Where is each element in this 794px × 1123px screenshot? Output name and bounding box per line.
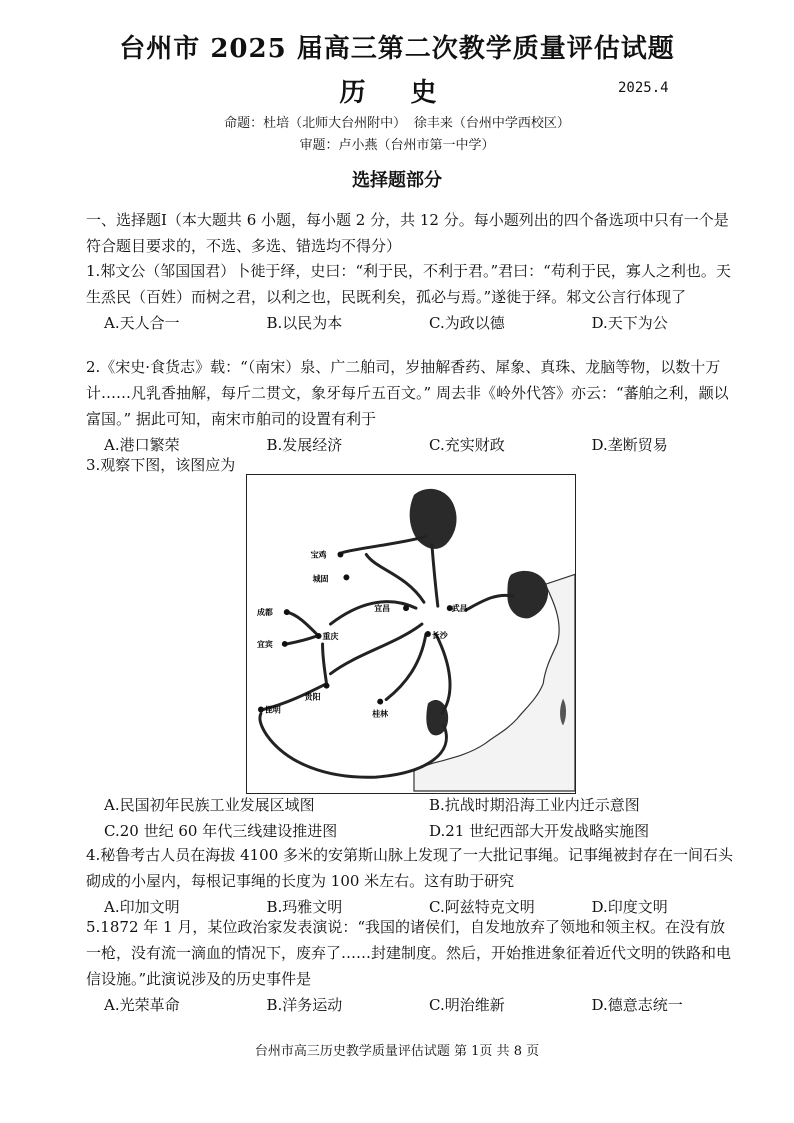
- route-north-down: [432, 545, 438, 607]
- route-changsha-guiyang: [331, 624, 422, 674]
- option-b: B.以民为本: [266, 314, 343, 332]
- route-chongqing-guiyang: [323, 644, 327, 684]
- city-chengdu: 成都: [256, 608, 273, 618]
- options-grid: [86, 792, 736, 844]
- city-dot: [425, 631, 431, 637]
- route-baoji-chenggu: [366, 555, 424, 603]
- question-5: [86, 914, 736, 1018]
- option-d: D.印度文明: [591, 898, 668, 916]
- exam-title: 台州市 2025 届高三第二次教学质量评估试题: [119, 34, 675, 64]
- option-a: A.印加文明: [104, 898, 180, 916]
- option-a: A.港口繁荣: [104, 436, 180, 454]
- city-dot: [258, 707, 264, 713]
- question-stem: 4.秘鲁考古人员在海拔 4100 多米的安第斯山脉上发现了一大批记事绳。记事绳被封存在一间石头砌成的小屋内，每根记事绳的长度为 100 米左右。这有助于研究: [86, 846, 734, 890]
- city-dots: [258, 552, 453, 713]
- route-east: [466, 595, 514, 610]
- question-stem: 1.邾文公（邹国国君）卜徙于绎，史曰：“利于民，不利于君。”君曰：“苟利于民，寡人之利也。天生烝民（百姓）而树之君，以利之也，民既利矣，孤必与焉。”遂徙于绎。邾文公言行体现了: [86, 262, 731, 306]
- question-stem: 3.观察下图，该图应为: [86, 456, 236, 474]
- route-yibin: [287, 636, 317, 644]
- option-d: D.21 世纪西部大开发战略实施图: [429, 822, 650, 840]
- question-3-options: [86, 792, 736, 844]
- question-1: [86, 258, 736, 336]
- option-a: A.天人合一: [104, 314, 180, 332]
- city-dot: [377, 699, 383, 705]
- option-a: A.民国初年民族工业发展区域图: [104, 796, 315, 814]
- city-wuchang: 武昌: [451, 604, 468, 614]
- exam-date: 2025.4: [618, 80, 669, 96]
- city-chenggu: 城固: [312, 574, 329, 584]
- route-south-loop: [260, 714, 447, 778]
- page-footer: 台州市高三历史教学质量评估试题 第 1页 共 8 页: [254, 1044, 540, 1059]
- question-4: [86, 842, 736, 920]
- question-2: [86, 354, 736, 458]
- option-d: D.天下为公: [591, 314, 668, 332]
- city-dot: [343, 574, 349, 580]
- section-title: 选择题部分: [352, 170, 442, 191]
- option-c: C.阿兹特克文明: [429, 898, 535, 916]
- city-kunming: 昆明: [264, 705, 281, 715]
- option-c: C.明治维新: [429, 996, 505, 1014]
- map-svg: [247, 475, 575, 793]
- option-d: D.德意志统一: [591, 996, 683, 1014]
- option-b: B.玛雅文明: [266, 898, 343, 916]
- city-changsha: 长沙: [431, 630, 448, 640]
- options-row: [86, 992, 736, 1018]
- city-dot: [403, 605, 409, 611]
- city-yibin: 宜宾: [256, 639, 273, 649]
- city-guiyang: 贵阳: [304, 692, 321, 702]
- option-b: B.抗战时期沿海工业内迁示意图: [429, 796, 640, 814]
- option-c: C.20 世纪 60 年代三线建设推进图: [104, 822, 338, 840]
- instructions: 一、选择题Ⅰ（本大题共 6 小题，每小题 2 分，共 12 分。每小题列出的四个备选项中只有一个是符合题目要求的，不选、多选、错选均不得分）: [86, 211, 729, 255]
- options-row: [86, 310, 736, 336]
- question-stem: 2.《宋史·食货志》载：“（南宋）泉、广二舶司，岁抽解香药、犀象、真珠、龙脑等物，以数十万计……凡乳香抽解，每斤二贯文，象牙每斤五百文。” 周去非《岭外代答》亦云：“蕃舶之利，颛以富国。” 据此可知，南宋市舶司的设置有利于: [86, 358, 729, 428]
- east-region: [507, 571, 548, 619]
- route-chengdu: [287, 612, 317, 634]
- option-b: B.洋务运动: [266, 996, 343, 1014]
- city-dot: [282, 641, 288, 647]
- routes: [260, 537, 514, 778]
- option-d: D.垄断贸易: [591, 436, 668, 454]
- route-yichang-chongqing: [331, 602, 416, 624]
- city-guilin: 桂林: [372, 709, 389, 719]
- option-c: C.充实财政: [429, 436, 505, 454]
- city-yichang: 宜昌: [374, 604, 391, 614]
- city-dot: [337, 552, 343, 558]
- city-chongqing: 重庆: [322, 631, 339, 641]
- subject-title: 历 史: [339, 78, 455, 108]
- city-dot: [316, 633, 322, 639]
- route-north: [342, 537, 425, 553]
- city-dot: [284, 609, 290, 615]
- route-map: [246, 474, 576, 794]
- option-b: B.发展经济: [266, 436, 343, 454]
- route-changsha-guilin: [386, 634, 426, 700]
- question-stem: 5.1872 年 1 月，某位政治家发表演说：“我国的诸侯们，自发地放弃了领地和领主权。在没有放一枪，没有流一滴血的情况下，废弃了……封建制度。然后，开始推进象征着近代文明的铁路和电信设施。”此演说涉及的历史事件是: [86, 918, 732, 988]
- city-dot: [324, 683, 330, 689]
- authors-line: 命题：杜培（北师大台州附中） 徐丰来（台州中学西校区）: [224, 116, 570, 131]
- city-baoji: 宝鸡: [310, 550, 327, 560]
- option-a: A.光荣革命: [104, 996, 180, 1014]
- option-c: C.为政以德: [429, 314, 505, 332]
- reviewer-line: 审题：卢小燕（台州市第一中学）: [299, 138, 495, 153]
